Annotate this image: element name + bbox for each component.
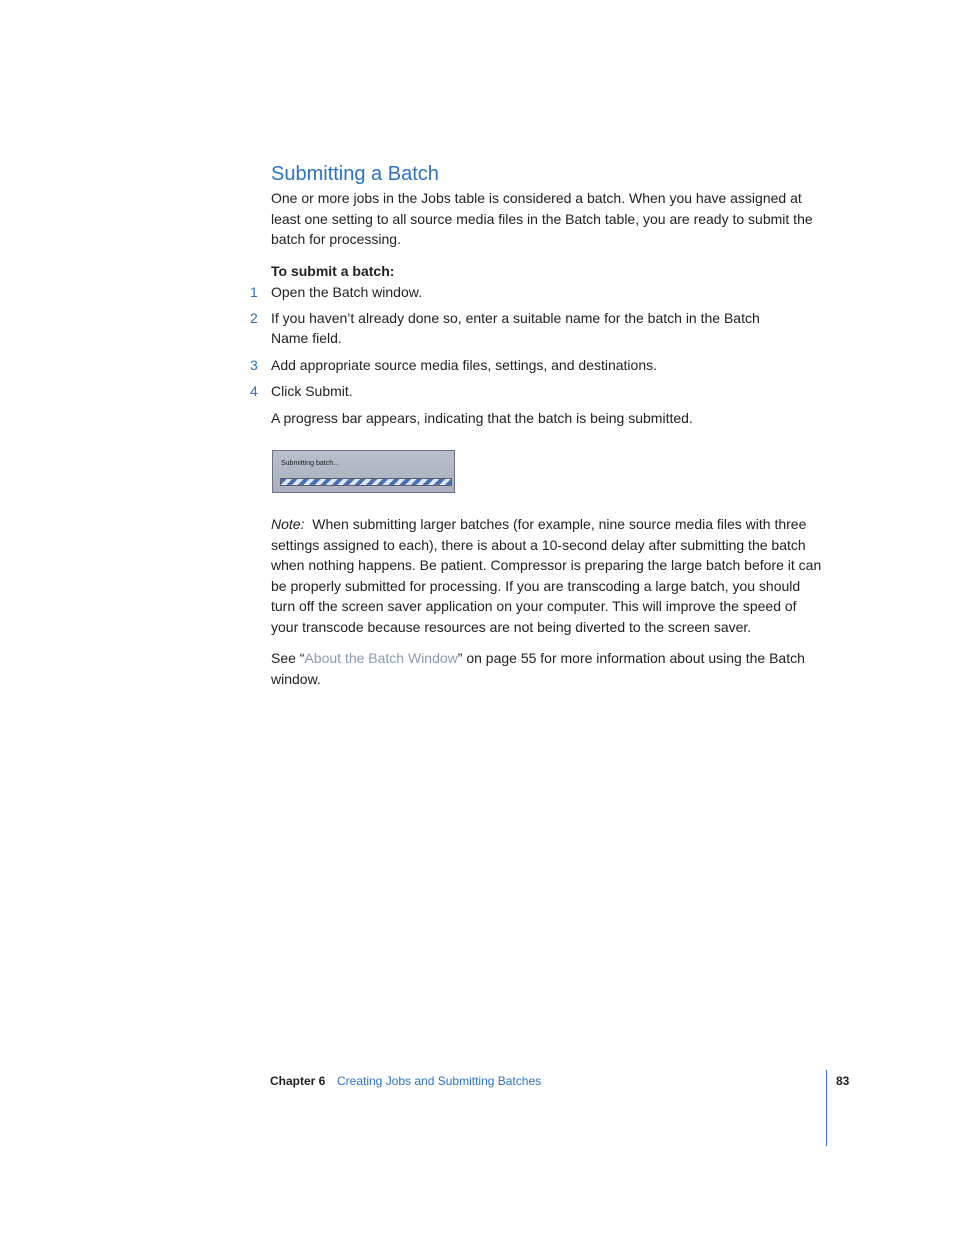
cross-reference-link[interactable]: About the Batch Window: [304, 650, 458, 666]
footer-chapter-title: Creating Jobs and Submitting Batches: [337, 1074, 542, 1088]
procedure-heading: To submit a batch:: [271, 263, 395, 279]
step-text: Open the Batch window.: [271, 284, 422, 300]
footer-divider: [826, 1070, 827, 1146]
note-label: Note:: [271, 516, 305, 532]
step-text: Add appropriate source media files, settings, and destinations.: [271, 357, 658, 373]
progress-bar: [280, 478, 452, 486]
step-number: 2: [250, 310, 258, 326]
see-also-suffix: ” on page 55 for more information about using the Batch window.: [271, 650, 805, 687]
note-text: When submitting larger batches (for example, nine source media files with three settings assigned to each), there is about a 10-second delay after submitting the batch when nothing happens. Be patient. Compressor is preparing the large batch before it can be properly submitted for processing. If you are transcoding a large batch, you should turn off the screen saver application on your computer. This will improve the speed of your transcode because resources are not being diverted to the screen saver.: [271, 516, 822, 635]
step-number: 1: [250, 284, 258, 300]
step-result: A progress bar appears, indicating that the batch is being submitted.: [271, 410, 693, 426]
step-number: 4: [250, 383, 258, 399]
step-text: If you haven’t already done so, enter a suitable name for the batch in the Batch Name field.: [271, 310, 760, 346]
step-text: Click Submit.: [271, 383, 353, 399]
progress-dialog-screenshot: [272, 450, 455, 493]
footer-chapter: Chapter 6: [270, 1074, 326, 1088]
page-title: Submitting a Batch: [271, 163, 439, 185]
page-number: 83: [836, 1074, 850, 1088]
intro-paragraph: One or more jobs in the Jobs table is considered a batch. When you have assigned at least one setting to all source media files in the Batch table, you are ready to submit the batch for processing.: [271, 190, 813, 247]
step-number: 3: [250, 357, 258, 373]
see-also-prefix: See “: [271, 650, 305, 666]
progress-bar-fill: [281, 479, 451, 485]
note-paragraph: [271, 514, 827, 637]
see-also-paragraph: [271, 648, 827, 689]
progress-label: Submitting batch...: [281, 460, 339, 467]
